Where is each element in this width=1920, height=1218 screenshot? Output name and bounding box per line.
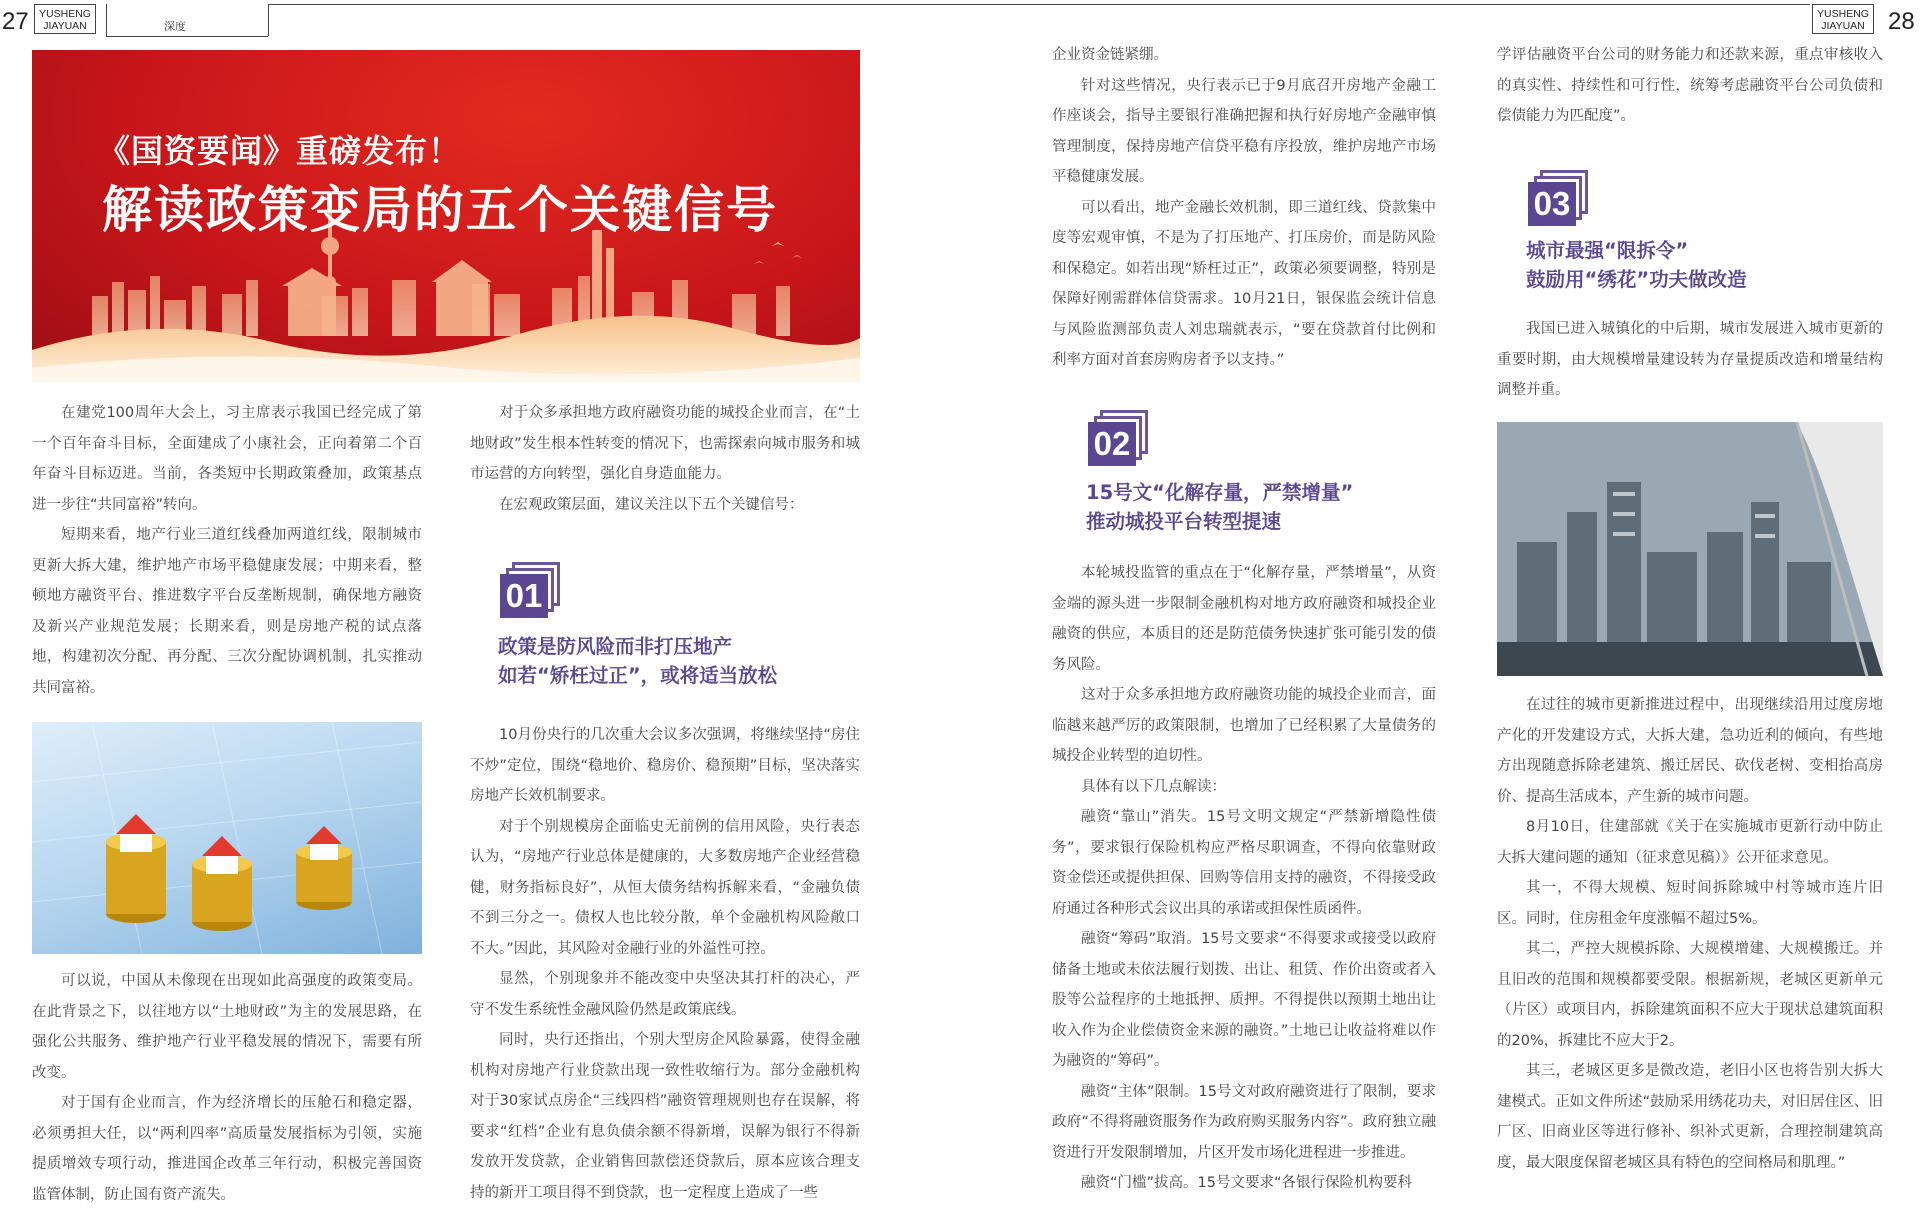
paragraph: 企业资金链紧绷。 [1052,47,1168,63]
headline-banner [32,50,860,382]
paragraph: 融资“筹码”取消。15号文要求“不得要求或接受以政府储备土地或未依法履行划拨、出让、租赁、作价出资或者入股等公益程序的土地抵押、质押。不得提供以预期土地出让收入作为企业偿债资金来源的融资。”土地已让收益将难以作为融资的“筹码”。 [1052,931,1436,1069]
section-badge-03 [1528,170,1588,226]
column-2-body [470,720,860,1208]
brand-line1: YUSHENG [1817,8,1869,20]
brand-logo-right [1812,4,1874,34]
paragraph: 其二，严控大规模拆除、大规模增建、大规模搬迁。并且旧改的范围和规模都要受限。根据新规，老城区更新单元（片区）或项目内，拆除建筑面积不应大于现状总建筑面积的20%，拆建比不应大于2。 [1497,941,1883,1049]
brand-line2: JIAYUAN [1821,20,1865,32]
paragraph: 我国已进入城镇化的中后期，城市发展进入城市更新的重要时期，由大规模增量建设转为存量提质改造和增量结构调整并重。 [1497,321,1883,398]
section-badge-02 [1088,410,1148,466]
banner-title-line1: 《国资要闻》重磅发布！ [98,132,462,170]
coins-houses-photo [32,722,422,954]
paragraph: 这对于众多承担地方政府融资功能的城投企业而言，面临越来越严厉的政策限制，也增加了已经积累了大量债务的城投企业转型的迫切性。 [1052,687,1436,764]
header-divider [268,4,269,36]
section-label: 深度 [164,20,186,33]
section-badge-01 [500,562,560,618]
left-page-number: 27 [2,8,29,35]
paragraph: 可以看出，地产金融长效机制，即三道红线、贷款集中度等宏观审慎，不是为了打压地产、打压房价，而是防风险和保稳定。如若出现“矫枉过正”，政策必须要调整，特别是保障好刚需群体信贷需求。10月21日，银保监会统计信息与风险监测部负责人刘忠瑞就表示，“要在贷款首付比例和利率方面对首套房购房者予以支持。” [1052,199,1436,368]
paragraph: 本轮城投监管的重点在于“化解存量，严禁增量”，从资金端的源头进一步限制金融机构对地方政府融资和城投企业融资的供应，本质目的还是防范债务快速扩张可能引发的债务风险。 [1052,565,1436,673]
badge-number: 01 [500,574,548,618]
paragraph: 其三，老城区更多是微改造，老旧小区也将告别大拆大建模式。正如文件所述“鼓励采用绣花功夫，对旧居住区、旧厂区、旧商业区等进行修补、织补式更新，合理控制建筑高度，最大限度保留老城区具有特色的空间格局和肌理。” [1497,1063,1883,1171]
paragraph: 融资“靠山”消失。15号文明文规定“严禁新增隐性债务”，要求银行保险机构应严格尽职调查，不得向依靠财政资金偿还或提供担保、回购等信用支持的融资，不得接受政府通过各种形式会议出具的承诺或担保性质函件。 [1052,809,1436,917]
heading-line: 15号文“化解存量，严禁增量” [1086,481,1354,504]
paragraph: 学评估融资平台公司的财务能力和还款来源，重点审核收入的真实性、持续性和可行性，统筹考虑融资平台公司负债和偿债能力为匹配度”。 [1497,47,1883,124]
column-1-top [32,398,422,703]
city-skyline-illustration [1497,422,1883,676]
paragraph: 在宏观政策层面，建议关注以下五个关键信号： [499,496,804,513]
paragraph: 显然，个别现象并不能改变中央坚决其打杆的决心，严守不发生系统性金融风险仍然是政策底线。 [470,971,860,1018]
brand-logo-left [34,4,96,34]
section-03-heading [1526,236,1886,294]
paragraph: 同时，央行还指出，个别大型房企风险暴露，使得金融机构对房地产行业贷款出现一致性收缩行为。部分金融机构对于30家试点房企“三线四档”融资管理规则也存在误解，将要求“红档”企业有息负债余额不得新增，误解为银行不得新发放开发贷款，企业销售回款偿还贷款后，原本应该合理支持的新开工项目得不到贷款，也一定程度上造成了一些 [470,1032,860,1201]
heading-line: 政策是防风险而非打压地产 [498,635,733,658]
coins-houses-illustration [32,722,422,954]
section-01-heading [498,632,858,690]
column-3-top [1052,40,1436,376]
brand-line1: YUSHENG [39,8,91,20]
heading-line: 推动城投平台转型提速 [1086,510,1282,533]
paragraph: 8月10日，住建部就《关于在实施城市更新行动中防止大拆大建问题的通知（征求意见稿）》公开征求意见。 [1497,819,1883,866]
heading-line: 城市最强“限拆令” [1526,239,1689,262]
paragraph: 在过往的城市更新推进过程中，出现继续沿用过度房地产化的开发建设方式，大拆大建，急功近利的倾向，有些地方出现随意拆除老建筑、搬迁居民、砍伐老树、变相抬高房价、提高生活成本，产生新的城市问题。 [1497,697,1883,805]
column-1-bottom [32,966,422,1210]
paragraph: 对于国有企业而言，作为经济增长的压舱石和稳定器，必须勇担大任，以“两利四率”高质量发展指标为引领，实施提质增效专项行动，推进国企改革三年行动，积极完善国资监管体制，防止国有资产流失。 [32,1095,422,1203]
paragraph: 其一，不得大规模、短时间拆除城中村等城市连片旧区。同时，住房租金年度涨幅不超过5%。 [1497,880,1883,927]
paragraph: 10月份央行的几次重大会议多次强调，将继续坚持“房住不炒”定位，围绕“稳地价、稳房价、稳预期”目标，坚决落实房地产长效机制要求。 [470,727,860,804]
column-4-bottom [1497,690,1883,1178]
paragraph: 融资“门槛”拔高。15号文要求“各银行保险机构要科 [1081,1175,1412,1191]
header-divider [106,4,107,36]
badge-number: 03 [1528,182,1576,226]
header-underline-left [106,36,268,37]
paragraph: 对于众多承担地方政府融资功能的城投企业而言，在“土地财政”发生根本性转变的情况下，也需探索向城市服务和城市运营的方向转型，强化自身造血能力。 [470,405,860,482]
header-topline [268,4,1810,5]
paragraph: 对于个别规模房企面临史无前例的信用风险，央行表态认为，“房地产行业总体是健康的，大多数房地产企业经营稳健，财务指标良好”，从恒大债务结构拆解来看，“金融负债不到三分之一。债权人也比较分散，单个金融机构风险敞口不大。”因此，其风险对金融行业的外溢性可控。 [470,818,860,957]
badge-number: 02 [1088,422,1136,466]
right-page-number: 28 [1888,8,1915,35]
city-skyline-photo [1497,422,1883,676]
paragraph: 具体有以下几点解读： [1081,778,1226,795]
column-4-top [1497,40,1883,132]
paragraph: 融资“主体”限制。15号文对政府融资进行了限制，要求政府“不得将融资服务作为政府购买服务内容”。政府独立融资进行开发限制增加，片区开发市场化进程进一步推进。 [1052,1083,1436,1161]
column-2-intro [470,398,860,520]
paragraph: 在建党100周年大会上，习主席表示我国已经完成了第一个百年奋斗目标，全面建成了小康社会，正向着第二个百年奋斗目标迈进。当前，各类短中长期政策叠加，政策基点进一步往“共同富裕”转向。 [32,405,422,513]
paragraph: 针对这些情况，央行表示已于9月底召开房地产金融工作座谈会，指导主要银行准确把握和执行好房地产金融审慎管理制度，保持房地产信贷平稳有序投放，维护房地产市场平稳健康发展。 [1052,77,1436,185]
column-3-body [1052,558,1436,1199]
section-02-heading [1086,478,1446,536]
banner-title-line2: 解读政策变局的五个关键信号 [102,181,778,239]
brand-line2: JIAYUAN [43,20,87,32]
paragraph: 可以说，中国从未像现在出现如此高强度的政策变局。在此背景之下，以往地方以“土地财政”为主的发展思路，在强化公共服务、维护地产行业平稳发展的情况下，需要有所改变。 [32,973,422,1081]
column-4-mid [1497,314,1883,406]
heading-line: 鼓励用“绣花”功夫做改造 [1526,268,1747,291]
heading-line: 如若“矫枉过正”，或将适当放松 [498,664,778,687]
paragraph: 短期来看，地产行业三道红线叠加两道红线，限制城市更新大拆大建，维护地产市场平稳健康发展；中期来看，整顿地方融资平台、推进数字平台反垄断规制，确保地方融资及新兴产业规范发展；长期来看，则是房地产税的试点落地，构建初次分配、再分配、三次分配协调机制，扎实推动共同富裕。 [32,527,422,696]
